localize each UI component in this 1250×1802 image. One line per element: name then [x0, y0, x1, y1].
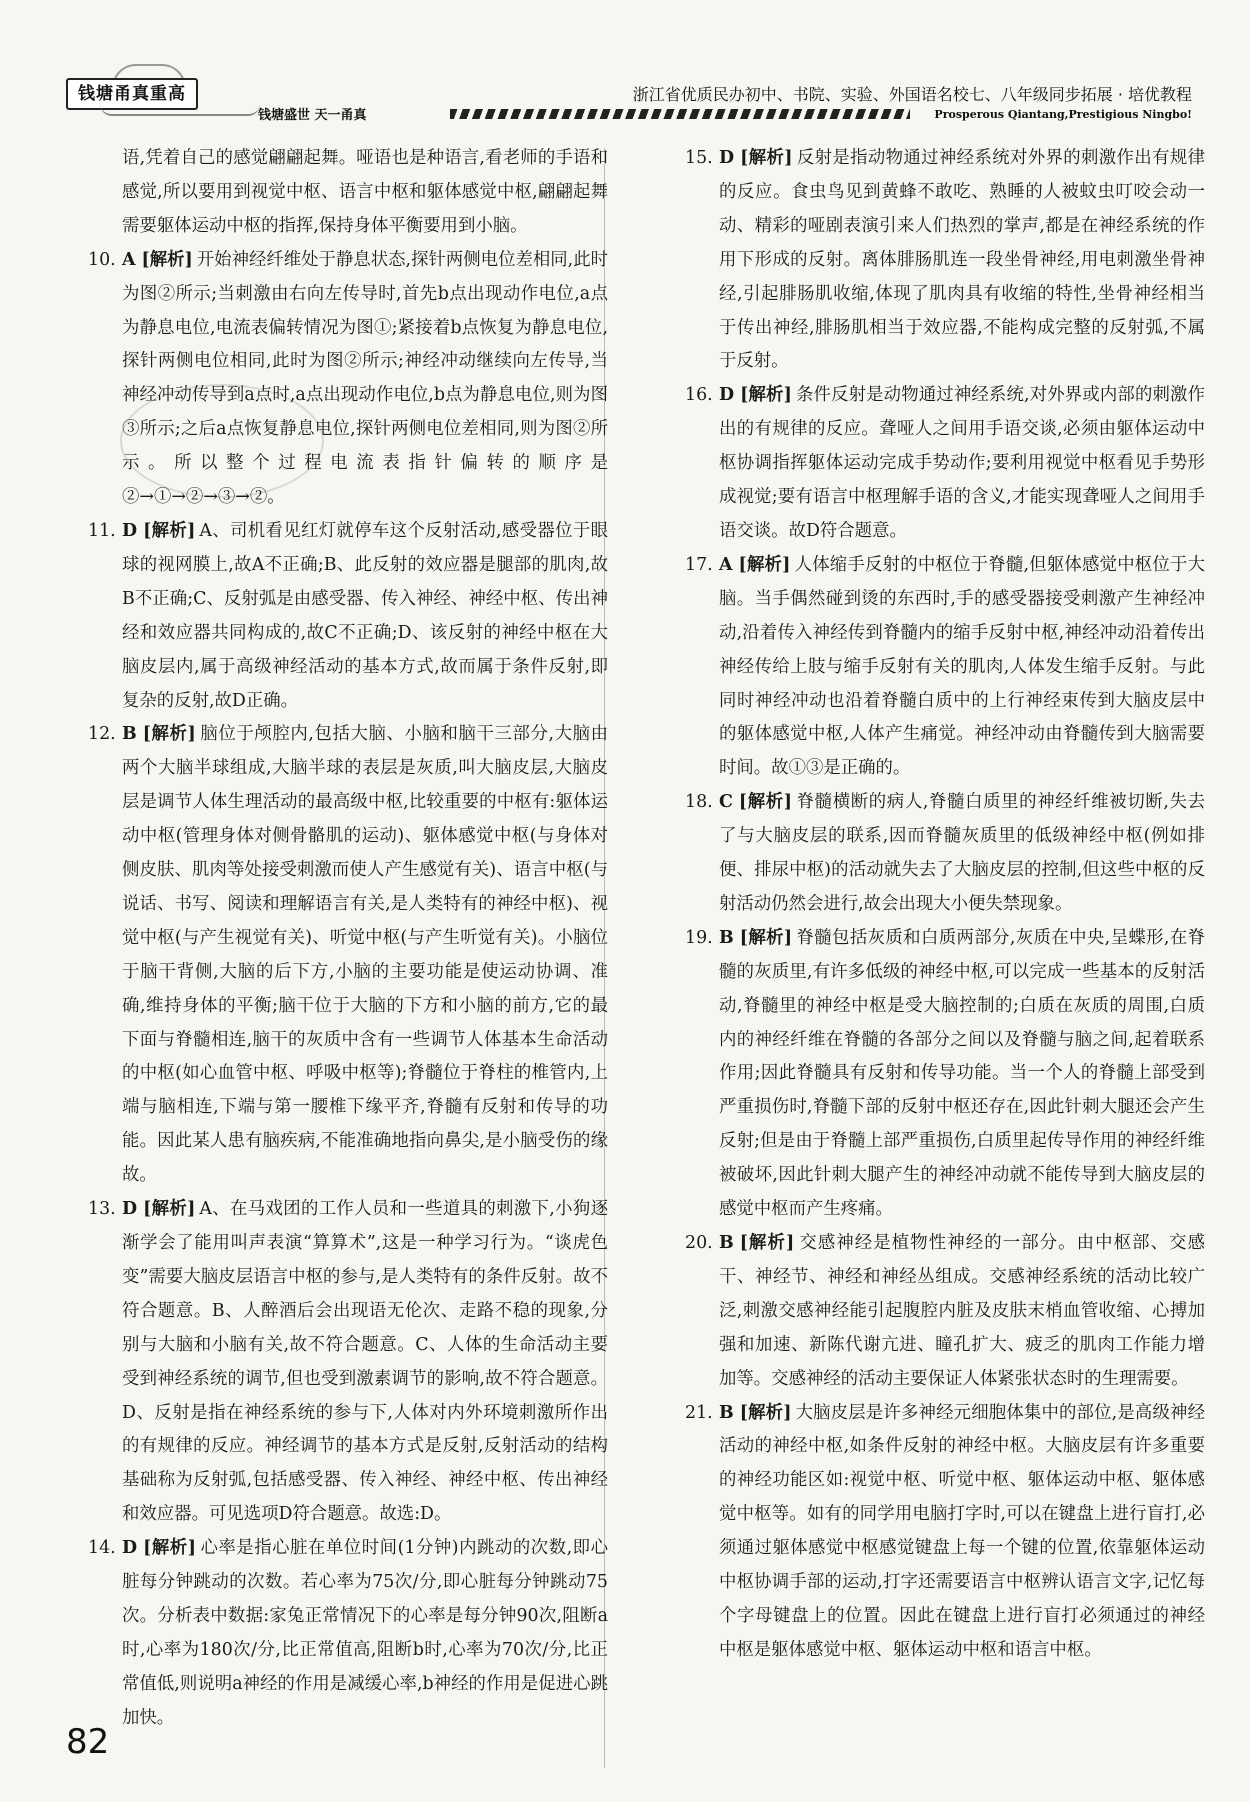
- answer-entry: [88, 515, 608, 718]
- decorative-stripes: [450, 109, 910, 119]
- entry-number: 14.: [88, 1538, 116, 1559]
- answer-letter: D: [719, 385, 735, 406]
- answer-letter: D: [122, 1199, 138, 1220]
- analysis-tag: [解析]: [142, 724, 196, 745]
- answer-letter: C: [719, 792, 733, 813]
- analysis-text: 大脑皮层是许多神经元细胞体集中的部位,是高级神经活动的神经中枢,如条件反射的神经中枢。大脑皮层有许多重要的神经功能区如:视觉中枢、听觉中枢、躯体运动中枢、躯体感觉中枢等。如有的同学用电脑打字时,可以在键盘上进行盲打,必须通过躯体感觉中枢感觉键盘上每一个键的位置,依靠躯体运动中枢协调手部的运动,打字还需要语言中枢辨认语言文字,记忆每个字母键盘上的位置。因此在键盘上进行盲打必须通过的神经中枢是躯体感觉中枢、躯体运动中枢和语言中枢。: [719, 1402, 1205, 1660]
- answer-letter: D: [122, 520, 138, 541]
- brand-logo: 钱塘甬真重高: [66, 78, 198, 110]
- entry-number: 17.: [685, 554, 713, 575]
- analysis-text: 脊髓横断的病人,脊髓白质里的神经纤维被切断,失去了与大脑皮层的联系,因而脊髓灰质里的低级神经中枢(例如排便、排尿中枢)的活动就失去了大脑皮层的控制,但这些中枢的反射活动仍然会进行,故会出现大小便失禁现象。: [719, 792, 1205, 914]
- entry-number: 11.: [88, 520, 116, 541]
- analysis-tag: [解析]: [143, 520, 196, 541]
- answer-entry: [685, 549, 1205, 786]
- answer-entry: [685, 1227, 1205, 1397]
- english-tagline: Prosperous Qiantang,Prestigious Ningbo!: [934, 108, 1192, 121]
- left-column: [88, 142, 608, 1732]
- answer-letter: B: [719, 927, 734, 948]
- analysis-tag: [解析]: [143, 1199, 196, 1220]
- answer-letter: D: [122, 1538, 138, 1559]
- analysis-tag: [解析]: [738, 792, 792, 813]
- slogan: 钱塘盛世 天一甬真: [258, 108, 367, 123]
- analysis-tag: [解析]: [143, 1538, 196, 1559]
- analysis-tag: [解析]: [740, 385, 792, 406]
- series-title: 浙江省优质民办初中、书院、实验、外国语名校七、八年级同步拓展 · 培优教程: [632, 85, 1192, 104]
- page-number: 82: [66, 1722, 110, 1762]
- answer-letter: B: [719, 1402, 734, 1423]
- entry-number: 21.: [685, 1402, 713, 1423]
- right-column: [685, 142, 1205, 1732]
- analysis-tag: [解析]: [739, 1233, 795, 1253]
- entry-number: 18.: [685, 792, 713, 813]
- analysis-text: A、司机看见红灯就停车这个反射活动,感受器位于眼球的视网膜上,故A不正确;B、此反射的效应器是腿部的肌肉,故B不正确;C、反射弧是由感受器、传入神经、神经中枢、传出神经和效应器共同构成的,故C不正确;D、该反射的神经中枢在大脑皮层内,属于高级神经活动的基本方式,故而属于条件反射,即复杂的反射,故D正确。: [122, 520, 608, 711]
- logo-swoosh-graphic: [100, 104, 260, 116]
- continued-paragraph: 语,凭着自己的感觉翩翩起舞。哑语也是种语言,看老师的手语和感觉,所以要用到视觉中枢、语言中枢和躯体感觉中枢,翩翩起舞需要躯体运动中枢的指挥,保持身体平衡要用到小脑。: [122, 148, 608, 236]
- answer-entry: [685, 142, 1205, 379]
- answer-entry: [685, 922, 1205, 1227]
- analysis-tag: [解析]: [738, 554, 791, 575]
- analysis-text: 脊髓包括灰质和白质两部分,灰质在中央,呈蝶形,在脊髓的灰质里,有许多低级的神经中枢,可以完成一些基本的反射活动,脊髓里的神经中枢是受大脑控制的;白质在灰质的周围,白质内的神经纤维在脊髓的各部分之间以及脊髓与脑之间,起着联系作用;因此脊髓具有反射和传导功能。当一个人的脊髓上部受到严重损伤时,脊髓下部的反射中枢还存在,因此针刺大腿还会产生反射;但是由于脊髓上部严重损伤,白质里起传导作用的神经纤维被破坏,因此针刺大腿产生的神经冲动就不能传导到大脑皮层的感觉中枢而产生疼痛。: [719, 927, 1205, 1220]
- analysis-text: 交感神经是植物性神经的一部分。由中枢部、交感干、神经节、神经和神经丛组成。交感神经系统的活动比较广泛,刺激交感神经能引起腹腔内脏及皮肤末梢血管收缩、心搏加强和加速、新陈代谢亢进、瞳孔扩大、疲乏的肌肉工作能力增加等。交感神经的活动主要保证人体紧张状态时的生理需要。: [719, 1233, 1205, 1389]
- analysis-text: 人体缩手反射的中枢位于脊髓,但躯体感觉中枢位于大脑。当手偶然碰到烫的东西时,手的感受器接受刺激产生神经冲动,沿着传入神经传到脊髓内的缩手反射中枢,神经冲动沿着传出神经传给上肢与缩手反射有关的肌肉,人体发生缩手反射。与此同时神经冲动也沿着脊髓白质中的上行神经束传到大脑皮层中的躯体感觉中枢,人体产生痛觉。神经冲动由脊髓传到大脑需要时间。故①③是正确的。: [719, 554, 1206, 779]
- answer-entry: [88, 1193, 608, 1532]
- answer-letter: B: [122, 724, 137, 745]
- answer-letter: B: [719, 1233, 734, 1253]
- entry-number: 19.: [685, 927, 713, 948]
- analysis-tag: [解析]: [141, 249, 193, 270]
- analysis-text: 条件反射是动物通过神经系统,对外界或内部的刺激作出的有规律的反应。聋哑人之间用手语交谈,必须由躯体运动中枢协调指挥躯体运动完成手势动作;要利用视觉中枢看见手势形成视觉;要有语言中枢理解手语的含义,才能实现聋哑人之间用手语交谈。故D符合题意。: [719, 385, 1205, 541]
- entry-number: 20.: [685, 1233, 713, 1253]
- answer-letter: D: [719, 148, 735, 168]
- answer-entry: [685, 1397, 1205, 1668]
- analysis-text: 脑位于颅腔内,包括大脑、小脑和脑干三部分,大脑由两个大脑半球组成,大脑半球的表层是灰质,叫大脑皮层,大脑皮层是调节人体生理活动的最高级中枢,比较重要的中枢有:躯体运动中枢(管理身体对侧骨骼肌的运动)、躯体感觉中枢(与身体对侧皮肤、肌肉等处接受刺激而使人产生感觉有关)、语言中枢(与说话、书写、阅读和理解语言有关,是人类特有的神经中枢)、视觉中枢(与产生视觉有关)、听觉中枢(与产生听觉有关)。小脑位于脑干背侧,大脑的后下方,小脑的主要功能是使运动协调、准确,维持身体的平衡;脑干位于大脑的下方和小脑的前方,它的最下面与脊髓相连,脑干的灰质中含有一些调节人体基本生命活动的中枢(如心血管中枢、呼吸中枢等);脊髓位于脊柱的椎管内,上端与脑相连,下端与第一腰椎下缘平齐,脊髓有反射和传导的功能。因此某人患有脑疾病,不能准确地指向鼻尖,是小脑受伤的缘故。: [122, 724, 608, 1186]
- entry-number: 16.: [685, 385, 713, 406]
- entry-number: 12.: [88, 724, 116, 745]
- answer-letter: A: [719, 554, 733, 575]
- answer-entry: [88, 1532, 608, 1735]
- analysis-text: 开始神经纤维处于静息状态,探针两侧电位差相同,此时为图②所示;当刺激由右向左传导时,首先b点出现动作电位,a点为静息电位,电流表偏转情况为图①;紧接着b点恢复为静息电位,探针两侧电位相同,此时为图②所示;神经冲动继续向左传导,当神经冲动传导到a点时,a点出现动作电位,b点为静息电位,则为图③所示;之后a点恢复静息电位,探针两侧电位差相同,则为图②所示。所以整个过程电流表指针偏转的顺序是②→①→②→③→②。: [122, 249, 608, 508]
- page-header: [0, 0, 1250, 125]
- analysis-text: A、在马戏团的工作人员和一些道具的刺激下,小狗逐渐学会了能用叫声表演“算算术”,这是一种学习行为。“谈虎色变”需要大脑皮层语言中枢的参与,是人类特有的条件反射。故不符合题意。B、人醉酒后会出现语无伦次、走路不稳的现象,分别与大脑和小脑有关,故不符合题意。C、人体的生命活动主要受到神经系统的调节,但也受到激素调节的影响,故不符合题意。D、反射是指在神经系统的参与下,人体对内外环境刺激所作出的有规律的反应。神经调节的基本方式是反射,反射活动的结构基础称为反射弧,包括感受器、传入神经、神经中枢、传出神经和效应器。可见选项D符合题意。故选:D。: [122, 1199, 608, 1525]
- entry-number: 13.: [88, 1199, 116, 1220]
- analysis-text: 心率是指心脏在单位时间(1分钟)内跳动的次数,即心脏每分钟跳动的次数。若心率为75次/分,即心脏每分钟跳动75次。分析表中数据:家兔正常情况下的心率是每分钟90次,阻断a时,心率为180次/分,比正常值高,阻断b时,心率为70次/分,比正常值低,则说明a神经的作用是减缓心率,b神经的作用是促进心跳加快。: [122, 1538, 608, 1728]
- analysis-tag: [解析]: [739, 927, 793, 948]
- answer-entry: [88, 244, 608, 515]
- answer-entry: [685, 379, 1205, 549]
- entry-number: 10.: [88, 249, 116, 270]
- analysis-tag: [解析]: [740, 148, 793, 168]
- answer-columns: [88, 142, 1205, 1732]
- answer-entry: [685, 786, 1205, 922]
- entry-number: 15.: [685, 148, 713, 168]
- answer-entry: [88, 718, 608, 1193]
- answer-letter: A: [122, 249, 136, 270]
- analysis-tag: [解析]: [739, 1402, 792, 1423]
- analysis-text: 反射是指动物通过神经系统对外界的刺激作出有规律的反应。食虫鸟见到黄蜂不敢吃、熟睡的人被蚊虫叮咬会动一动、精彩的哑剧表演引来人们热烈的掌声,都是在神经系统的作用下形成的反射。离体腓肠肌连一段坐骨神经,用电刺激坐骨神经,引起腓肠肌收缩,体现了肌肉具有收缩的特性,坐骨神经相当于传出神经,腓肠肌相当于效应器,不能构成完整的反射弧,不属于反射。: [719, 148, 1205, 372]
